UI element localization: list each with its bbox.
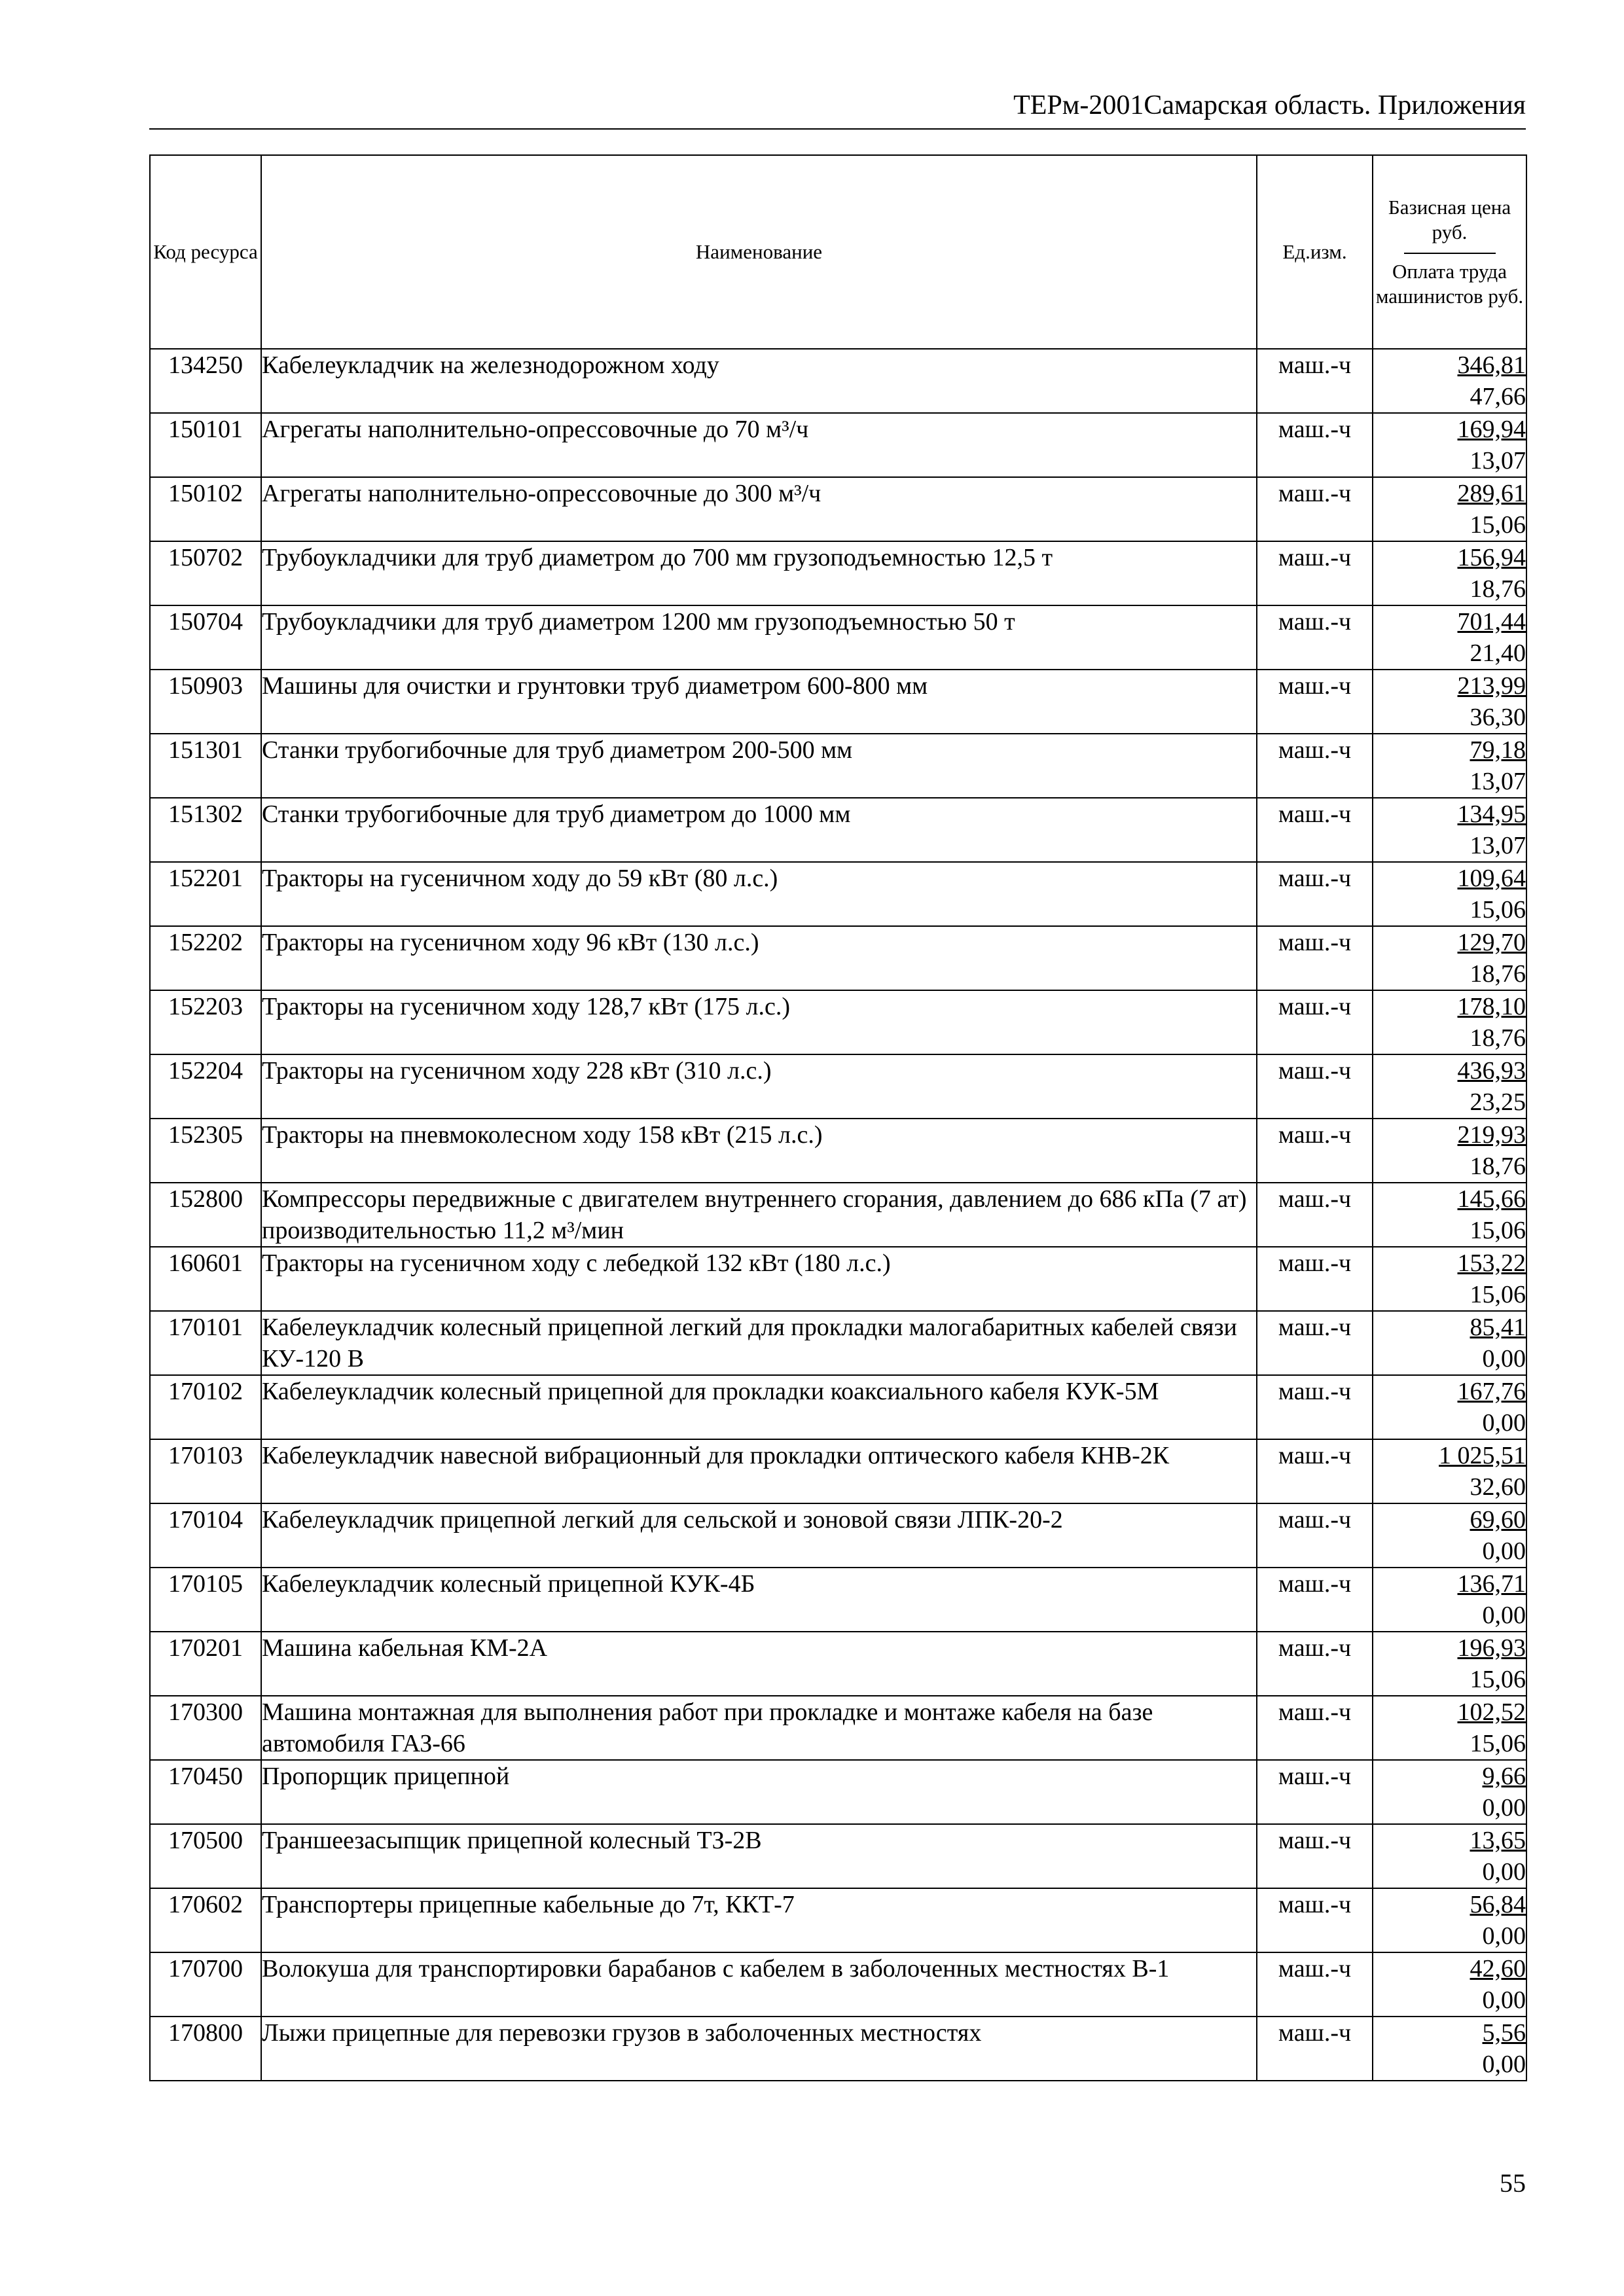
resource-unit: маш.-ч bbox=[1257, 798, 1373, 862]
running-header: ТЕРм-2001Самарская область. Приложения bbox=[1013, 90, 1526, 120]
table-row bbox=[150, 1632, 1526, 1696]
resource-unit: маш.-ч bbox=[1257, 413, 1373, 477]
resource-price bbox=[1373, 926, 1526, 990]
table-row bbox=[150, 2017, 1526, 2081]
table-row bbox=[150, 605, 1526, 670]
column-header-name: Наименование bbox=[261, 155, 1257, 349]
resource-unit: маш.-ч bbox=[1257, 1760, 1373, 1824]
resource-unit: маш.-ч bbox=[1257, 541, 1373, 605]
resource-price bbox=[1373, 1696, 1526, 1760]
labor-price: 18,76 bbox=[1470, 1024, 1526, 1052]
table-row bbox=[150, 798, 1526, 862]
resource-price bbox=[1373, 1119, 1526, 1183]
resource-price bbox=[1373, 798, 1526, 862]
resource-code: 170450 bbox=[150, 1760, 261, 1824]
base-price: 169,94 bbox=[1457, 416, 1526, 443]
resource-unit: маш.-ч bbox=[1257, 926, 1373, 990]
resource-unit: маш.-ч bbox=[1257, 1375, 1373, 1439]
table-row bbox=[150, 1119, 1526, 1183]
labor-price: 15,06 bbox=[1470, 511, 1526, 539]
resource-code: 152202 bbox=[150, 926, 261, 990]
table-row bbox=[150, 926, 1526, 990]
labor-price: 23,25 bbox=[1470, 1088, 1526, 1116]
resource-name: Кабелеукладчик навесной вибрационный для прокладки оптического кабеля КНВ-2К bbox=[261, 1439, 1257, 1503]
resource-code: 170300 bbox=[150, 1696, 261, 1760]
base-price: 167,76 bbox=[1457, 1378, 1526, 1405]
labor-price: 13,07 bbox=[1470, 832, 1526, 859]
table-row bbox=[150, 477, 1526, 541]
table-row bbox=[150, 1888, 1526, 1952]
resource-price bbox=[1373, 349, 1526, 413]
resource-price bbox=[1373, 734, 1526, 798]
resource-unit: маш.-ч bbox=[1257, 670, 1373, 734]
resource-code: 152305 bbox=[150, 1119, 261, 1183]
resource-unit: маш.-ч bbox=[1257, 1888, 1373, 1952]
table-row bbox=[150, 413, 1526, 477]
column-header-price bbox=[1373, 155, 1526, 349]
resource-price bbox=[1373, 2017, 1526, 2081]
labor-price: 18,76 bbox=[1470, 960, 1526, 988]
table-row bbox=[150, 1183, 1526, 1247]
base-price: 9,66 bbox=[1482, 1763, 1526, 1790]
resource-code: 170101 bbox=[150, 1311, 261, 1375]
labor-price: 13,07 bbox=[1470, 768, 1526, 795]
labor-price: 0,00 bbox=[1482, 1986, 1526, 2014]
resource-unit: маш.-ч bbox=[1257, 1054, 1373, 1119]
resource-price bbox=[1373, 605, 1526, 670]
base-price: 129,70 bbox=[1457, 929, 1526, 956]
labor-price: 21,40 bbox=[1470, 639, 1526, 667]
table-row bbox=[150, 1760, 1526, 1824]
labor-price: 15,06 bbox=[1470, 896, 1526, 924]
resource-unit: маш.-ч bbox=[1257, 990, 1373, 1054]
base-price: 42,60 bbox=[1470, 1955, 1526, 1982]
table-row bbox=[150, 734, 1526, 798]
resource-name: Кабелеукладчик на железнодорожном ходу bbox=[261, 349, 1257, 413]
resource-price bbox=[1373, 1632, 1526, 1696]
resource-code: 160601 bbox=[150, 1247, 261, 1311]
resource-unit: маш.-ч bbox=[1257, 605, 1373, 670]
labor-price: 18,76 bbox=[1470, 1153, 1526, 1180]
base-price: 136,71 bbox=[1457, 1570, 1526, 1598]
labor-price: 13,07 bbox=[1470, 447, 1526, 475]
labor-price: 47,66 bbox=[1470, 383, 1526, 410]
resource-name: Тракторы на гусеничном ходу 128,7 кВт (175 л.с.) bbox=[261, 990, 1257, 1054]
table-row bbox=[150, 1375, 1526, 1439]
resource-price bbox=[1373, 1824, 1526, 1888]
base-price: 346,81 bbox=[1457, 351, 1526, 379]
resource-price bbox=[1373, 1054, 1526, 1119]
column-header-code: Код ресурса bbox=[150, 155, 261, 349]
resource-price bbox=[1373, 1247, 1526, 1311]
base-price: 56,84 bbox=[1470, 1891, 1526, 1918]
base-price: 289,61 bbox=[1457, 480, 1526, 507]
resource-unit: маш.-ч bbox=[1257, 1568, 1373, 1632]
resource-unit: маш.-ч bbox=[1257, 1696, 1373, 1760]
resource-name: Траншеезасыпщик прицепной колесный ТЗ-2В bbox=[261, 1824, 1257, 1888]
base-price: 5,56 bbox=[1482, 2019, 1526, 2047]
resource-code: 150101 bbox=[150, 413, 261, 477]
resource-name: Тракторы на гусеничном ходу 96 кВт (130 л.с.) bbox=[261, 926, 1257, 990]
resource-unit: маш.-ч bbox=[1257, 1503, 1373, 1568]
resource-price bbox=[1373, 1888, 1526, 1952]
base-price: 109,64 bbox=[1457, 865, 1526, 892]
base-price: 701,44 bbox=[1457, 608, 1526, 636]
table-row bbox=[150, 1311, 1526, 1375]
resource-name: Кабелеукладчик колесный прицепной КУК-4Б bbox=[261, 1568, 1257, 1632]
labor-price: 36,30 bbox=[1470, 704, 1526, 731]
table-row bbox=[150, 1503, 1526, 1568]
table-row bbox=[150, 349, 1526, 413]
resource-unit: маш.-ч bbox=[1257, 1824, 1373, 1888]
base-price: 213,99 bbox=[1457, 672, 1526, 700]
resource-table bbox=[149, 154, 1527, 2081]
resource-code: 150704 bbox=[150, 605, 261, 670]
resource-code: 152800 bbox=[150, 1183, 261, 1247]
resource-code: 152201 bbox=[150, 862, 261, 926]
resource-code: 170700 bbox=[150, 1952, 261, 2017]
resource-unit: маш.-ч bbox=[1257, 862, 1373, 926]
resource-price bbox=[1373, 477, 1526, 541]
resource-unit: маш.-ч bbox=[1257, 734, 1373, 798]
resource-code: 134250 bbox=[150, 349, 261, 413]
base-price: 219,93 bbox=[1457, 1121, 1526, 1149]
resource-unit: маш.-ч bbox=[1257, 2017, 1373, 2081]
resource-code: 170105 bbox=[150, 1568, 261, 1632]
resource-unit: маш.-ч bbox=[1257, 1247, 1373, 1311]
labor-price: 0,00 bbox=[1482, 1602, 1526, 1629]
resource-code: 170800 bbox=[150, 2017, 261, 2081]
resource-unit: маш.-ч bbox=[1257, 1439, 1373, 1503]
resource-name: Машина кабельная КМ-2А bbox=[261, 1632, 1257, 1696]
base-price: 153,22 bbox=[1457, 1249, 1526, 1277]
resource-code: 150702 bbox=[150, 541, 261, 605]
base-price: 145,66 bbox=[1457, 1185, 1526, 1213]
table-header-row bbox=[150, 155, 1526, 349]
table-row bbox=[150, 1439, 1526, 1503]
labor-price: 0,00 bbox=[1482, 2051, 1526, 2078]
resource-unit: маш.-ч bbox=[1257, 1952, 1373, 2017]
resource-price bbox=[1373, 1439, 1526, 1503]
labor-price: 15,06 bbox=[1470, 1730, 1526, 1757]
resource-code: 170103 bbox=[150, 1439, 261, 1503]
labor-price: 0,00 bbox=[1482, 1858, 1526, 1886]
labor-price: 0,00 bbox=[1482, 1922, 1526, 1950]
resource-code: 170104 bbox=[150, 1503, 261, 1568]
resource-unit: маш.-ч bbox=[1257, 1311, 1373, 1375]
labor-price: 0,00 bbox=[1482, 1345, 1526, 1372]
table-row bbox=[150, 1054, 1526, 1119]
resource-name: Пропорщик прицепной bbox=[261, 1760, 1257, 1824]
page-number: 55 bbox=[1500, 2168, 1526, 2198]
column-header-price-divider bbox=[1404, 253, 1496, 254]
resource-code: 170201 bbox=[150, 1632, 261, 1696]
resource-name: Трубоукладчики для труб диаметром до 700 мм грузоподъемностью 12,5 т bbox=[261, 541, 1257, 605]
resource-name: Лыжи прицепные для перевозки грузов в заболоченных местностях bbox=[261, 2017, 1257, 2081]
labor-price: 15,06 bbox=[1470, 1281, 1526, 1308]
base-price: 13,65 bbox=[1470, 1827, 1526, 1854]
resource-code: 170102 bbox=[150, 1375, 261, 1439]
base-price: 69,60 bbox=[1470, 1506, 1526, 1534]
column-header-price-base: Базисная цена руб. bbox=[1388, 196, 1511, 243]
table-row bbox=[150, 1824, 1526, 1888]
resource-name: Трубоукладчики для труб диаметром 1200 мм грузоподъемностью 50 т bbox=[261, 605, 1257, 670]
table-row bbox=[150, 1568, 1526, 1632]
base-price: 102,52 bbox=[1457, 1698, 1526, 1726]
resource-name: Тракторы на гусеничном ходу до 59 кВт (80 л.с.) bbox=[261, 862, 1257, 926]
base-price: 436,93 bbox=[1457, 1057, 1526, 1085]
resource-name: Компрессоры передвижные с двигателем внутреннего сгорания, давлением до 686 кПа (7 ат) производительностью 11,2 м³/мин bbox=[261, 1183, 1257, 1247]
base-price: 196,93 bbox=[1457, 1634, 1526, 1662]
column-header-price-labor: Оплата труда машинистов руб. bbox=[1375, 260, 1524, 308]
resource-code: 152204 bbox=[150, 1054, 261, 1119]
resource-unit: маш.-ч bbox=[1257, 1183, 1373, 1247]
labor-price: 0,00 bbox=[1482, 1409, 1526, 1437]
header-rule bbox=[149, 128, 1526, 130]
resource-unit: маш.-ч bbox=[1257, 477, 1373, 541]
resource-code: 152203 bbox=[150, 990, 261, 1054]
resource-price bbox=[1373, 1568, 1526, 1632]
table-body bbox=[150, 349, 1526, 2081]
resource-price bbox=[1373, 862, 1526, 926]
resource-price bbox=[1373, 1375, 1526, 1439]
resource-price bbox=[1373, 413, 1526, 477]
resource-name: Тракторы на гусеничном ходу с лебедкой 132 кВт (180 л.с.) bbox=[261, 1247, 1257, 1311]
resource-unit: маш.-ч bbox=[1257, 1632, 1373, 1696]
base-price: 178,10 bbox=[1457, 993, 1526, 1020]
resource-price bbox=[1373, 1760, 1526, 1824]
table-row bbox=[150, 1696, 1526, 1760]
resource-unit: маш.-ч bbox=[1257, 1119, 1373, 1183]
base-price: 134,95 bbox=[1457, 800, 1526, 828]
resource-name: Станки трубогибочные для труб диаметром 200-500 мм bbox=[261, 734, 1257, 798]
resource-name: Кабелеукладчик колесный прицепной легкий для прокладки малогабаритных кабелей связи КУ-120 В bbox=[261, 1311, 1257, 1375]
resource-name: Кабелеукладчик колесный прицепной для прокладки коаксиального кабеля КУК-5М bbox=[261, 1375, 1257, 1439]
table-row bbox=[150, 990, 1526, 1054]
resource-unit: маш.-ч bbox=[1257, 349, 1373, 413]
labor-price: 18,76 bbox=[1470, 575, 1526, 603]
table-row bbox=[150, 862, 1526, 926]
resource-price bbox=[1373, 670, 1526, 734]
table-row bbox=[150, 1247, 1526, 1311]
labor-price: 15,06 bbox=[1470, 1666, 1526, 1693]
resource-name: Тракторы на пневмоколесном ходу 158 кВт (215 л.с.) bbox=[261, 1119, 1257, 1183]
base-price: 79,18 bbox=[1470, 736, 1526, 764]
resource-name: Агрегаты наполнительно-опрессовочные до 70 м³/ч bbox=[261, 413, 1257, 477]
resource-code: 170500 bbox=[150, 1824, 261, 1888]
labor-price: 0,00 bbox=[1482, 1794, 1526, 1821]
resource-price bbox=[1373, 541, 1526, 605]
resource-price bbox=[1373, 990, 1526, 1054]
resource-code: 151302 bbox=[150, 798, 261, 862]
resource-name: Станки трубогибочные для труб диаметром до 1000 мм bbox=[261, 798, 1257, 862]
resource-name: Машина монтажная для выполнения работ при прокладке и монтаже кабеля на базе автомобиля ГАЗ-66 bbox=[261, 1696, 1257, 1760]
resource-name: Кабелеукладчик прицепной легкий для сельской и зоновой связи ЛПК-20-2 bbox=[261, 1503, 1257, 1568]
resource-name: Тракторы на гусеничном ходу 228 кВт (310 л.с.) bbox=[261, 1054, 1257, 1119]
column-header-unit: Ед.изм. bbox=[1257, 155, 1373, 349]
resource-price bbox=[1373, 1952, 1526, 2017]
labor-price: 32,60 bbox=[1470, 1473, 1526, 1501]
base-price: 156,94 bbox=[1457, 544, 1526, 571]
resource-price bbox=[1373, 1183, 1526, 1247]
base-price: 1 025,51 bbox=[1439, 1442, 1526, 1469]
resource-price bbox=[1373, 1311, 1526, 1375]
base-price: 85,41 bbox=[1470, 1314, 1526, 1341]
resource-name: Транспортеры прицепные кабельные до 7т, ККТ-7 bbox=[261, 1888, 1257, 1952]
table-row bbox=[150, 541, 1526, 605]
resource-code: 170602 bbox=[150, 1888, 261, 1952]
resource-name: Машины для очистки и грунтовки труб диаметром 600-800 мм bbox=[261, 670, 1257, 734]
table-row bbox=[150, 1952, 1526, 2017]
labor-price: 0,00 bbox=[1482, 1537, 1526, 1565]
resource-name: Агрегаты наполнительно-опрессовочные до 300 м³/ч bbox=[261, 477, 1257, 541]
table-row bbox=[150, 670, 1526, 734]
resource-name: Волокуша для транспортировки барабанов с кабелем в заболоченных местностях В-1 bbox=[261, 1952, 1257, 2017]
resource-price bbox=[1373, 1503, 1526, 1568]
resource-code: 151301 bbox=[150, 734, 261, 798]
resource-code: 150102 bbox=[150, 477, 261, 541]
labor-price: 15,06 bbox=[1470, 1217, 1526, 1244]
resource-code: 150903 bbox=[150, 670, 261, 734]
